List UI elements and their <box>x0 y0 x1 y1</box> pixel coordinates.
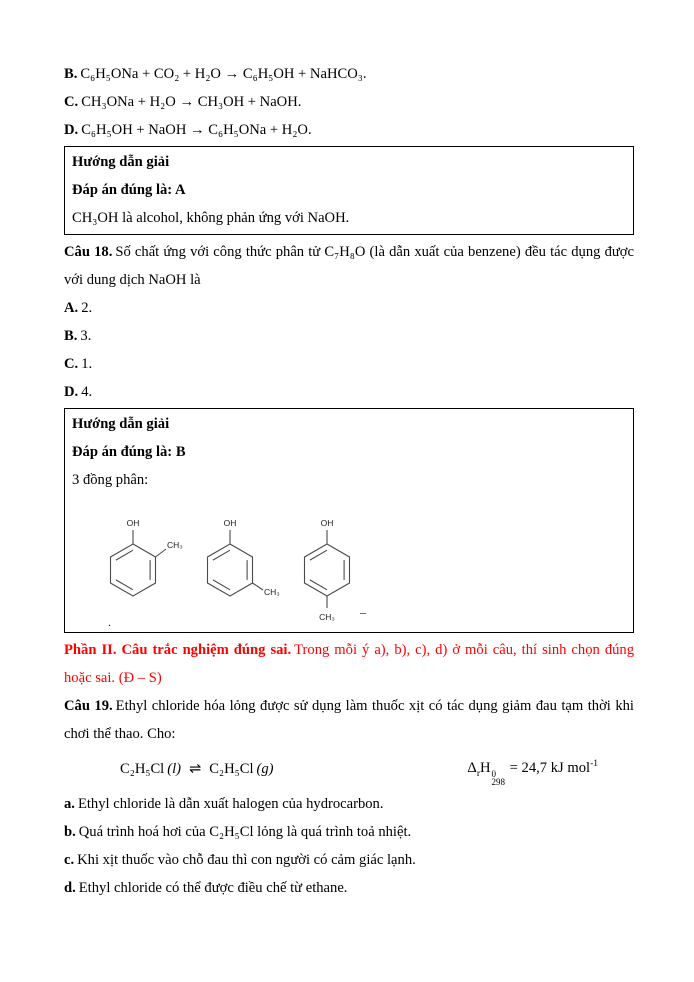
isomer-structures <box>88 498 626 630</box>
ch3-label: CH₃ <box>319 612 335 622</box>
oh-label: OH <box>320 518 334 528</box>
enthalpy-term <box>467 749 598 789</box>
benzene-ring <box>305 544 350 596</box>
enthalpy-unit-exponent: -1 <box>590 759 598 769</box>
statement-text: Quá trình hoá hơi của C₂H₅Cl lỏng là quá trình toả nhiệt. <box>78 823 412 840</box>
option-text: 4. <box>81 384 93 400</box>
solution-heading: Hướng dẫn giải <box>72 154 170 170</box>
solution-answer: Đáp án đúng là: B <box>72 444 186 460</box>
solution-explanation: CH₃OH là alcohol, không phản ứng với NaOH. <box>72 210 350 226</box>
q19-statement-c <box>64 846 634 874</box>
benzene-ring <box>208 544 253 596</box>
q18-solution-box <box>64 408 634 633</box>
option-label: C. <box>64 94 79 110</box>
solution-heading: Hướng dẫn giải <box>72 416 170 432</box>
enthalpy-subscript: 298 <box>491 777 506 788</box>
enthalpy-symbol: H <box>479 759 491 776</box>
oh-label: OH <box>126 518 140 528</box>
delta-subscript: r <box>476 768 480 779</box>
delta-symbol: Δ <box>467 759 477 776</box>
statement-label: b. <box>64 823 76 840</box>
q17-option-b <box>64 60 634 88</box>
option-label: A. <box>64 300 79 316</box>
option-label: B. <box>64 328 78 344</box>
q17-option-d <box>64 116 634 144</box>
question-text: Số chất ứng với công thức phân tử C₇H₈O (là dẫn xuất của benzene) đều tác dụng được với dung dịch NaOH là <box>64 244 634 288</box>
q18-option-d <box>64 378 634 406</box>
option-text: 1. <box>81 356 93 372</box>
benzene-ring <box>111 544 156 596</box>
stray-mark-right: – <box>360 605 366 619</box>
state-gas: (g) <box>256 760 274 777</box>
q19-question <box>64 692 634 748</box>
ch3-label: CH₃ <box>167 540 183 550</box>
question-label: Câu 19. <box>64 698 113 714</box>
statement-label: c. <box>64 851 75 868</box>
q17-solution-box <box>64 146 634 235</box>
equilibrium-arrow-icon: ⇌ <box>189 759 202 777</box>
option-label: C. <box>64 356 79 372</box>
q18-option-a <box>64 294 634 322</box>
formula-rhs: C₂H₅Cl <box>209 760 254 777</box>
state-liquid: (l) <box>167 760 182 777</box>
part2-heading-rest: Trong mỗi ý a), b), c), d) ở mỗi câu, thí sinh chọn đúng hoặc sai. (Đ – S) <box>64 642 635 686</box>
statement-text: Ethyl chloride là dẫn xuất halogen của hydrocarbon. <box>77 795 384 812</box>
benzene-structure-meta <box>185 498 280 626</box>
part2-heading <box>64 636 634 692</box>
part2-heading-bold: Phần II. Câu trắc nghiệm đúng sai. <box>64 642 292 658</box>
option-label: B. <box>64 66 78 82</box>
q18-option-b <box>64 322 634 350</box>
q19-statement-d <box>64 874 634 902</box>
question-label: Câu 18. <box>64 244 113 260</box>
option-label: D. <box>64 122 79 138</box>
formula-lhs: C₂H₅Cl <box>120 760 165 777</box>
statement-label: a. <box>64 795 75 812</box>
option-label: D. <box>64 384 79 400</box>
enthalpy-supsub <box>492 770 506 787</box>
option-text: CH₃ONa + H₂O → CH₃OH + NaOH. <box>81 94 302 110</box>
q19-statement-a <box>64 790 634 818</box>
solution-intro: 3 đồng phân: <box>72 472 149 488</box>
statement-text: Khi xịt thuốc vào chỗ đau thì con người có cảm giác lạnh. <box>77 851 416 868</box>
q18-option-c <box>64 350 634 378</box>
ch3-label: CH₃ <box>264 587 280 597</box>
stray-mark-left: . <box>108 615 111 629</box>
statement-text: Ethyl chloride có thể được điều chế từ ethane. <box>78 879 348 896</box>
equation-row <box>64 749 634 789</box>
q17-option-c <box>64 88 634 116</box>
statement-label: d. <box>64 879 76 896</box>
enthalpy-superscript: 0 <box>491 768 497 779</box>
enthalpy-value: = 24,7 kJ mol <box>506 759 591 776</box>
equilibrium-reaction <box>120 754 274 784</box>
q19-statement-b <box>64 818 634 846</box>
benzene-structure-ortho <box>88 498 183 626</box>
option-text: 2. <box>81 300 93 316</box>
option-text: C₆H₅ONa + CO₂ + H₂O → C₆H₅OH + NaHCO₃. <box>80 66 367 82</box>
q18-question <box>64 238 634 294</box>
option-text: C₆H₅OH + NaOH → C₆H₅ONa + H₂O. <box>81 122 312 138</box>
oh-label: OH <box>223 518 237 528</box>
option-text: 3. <box>80 328 92 344</box>
solution-answer: Đáp án đúng là: A <box>72 182 186 198</box>
question-text: Ethyl chloride hóa lỏng được sử dụng làm thuốc xịt có tác dụng giảm đau tạm thời khi chơi thể thao. Cho: <box>64 698 634 742</box>
